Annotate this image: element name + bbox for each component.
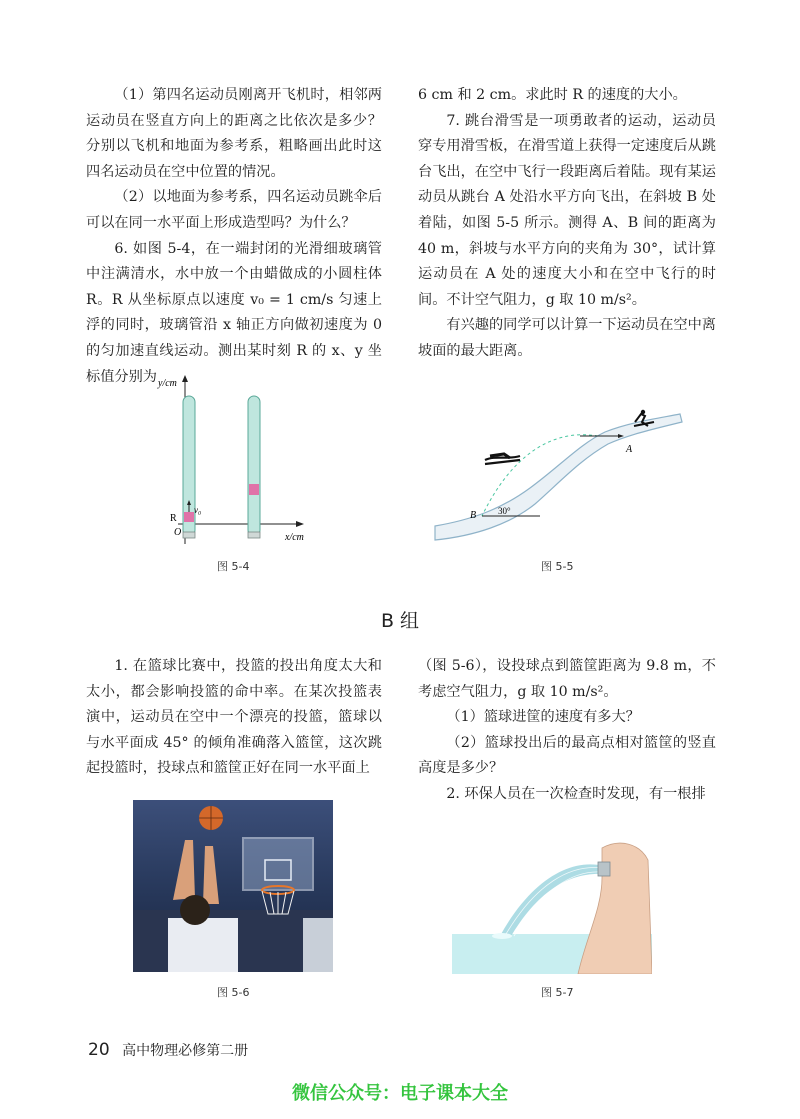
section-b-right-column	[418, 654, 716, 808]
splash	[492, 933, 512, 939]
crowd-right	[303, 918, 333, 972]
figure-5-6-caption: 图 5-6	[217, 986, 250, 999]
figure-5-4-caption: 图 5-4	[217, 560, 250, 573]
question-part-2: （2）以地面为参考系，四名运动员跳伞后可以在同一水平面上形成造型吗？为什么？	[86, 189, 382, 231]
b-question-2: （2）篮球投出后的最高点相对篮筐的竖直高度是多少？	[418, 734, 716, 777]
book-title: 高中物理必修第二册	[122, 1043, 249, 1059]
water-jet	[500, 864, 604, 938]
wax-cylinder-later	[249, 484, 259, 495]
riverbank	[578, 843, 652, 974]
figure-5-7	[452, 838, 652, 974]
right-text-column	[418, 83, 716, 365]
tube-left-cap	[183, 532, 195, 538]
b-question-1: （1）篮球进筐的速度有多大？	[446, 709, 640, 726]
figure-5-5	[430, 408, 690, 548]
skier-head	[641, 410, 645, 414]
point-a-label: A	[626, 444, 633, 455]
glass-tube-right	[248, 396, 260, 536]
v0-label: v₀	[194, 505, 202, 515]
wechat-banner: 微信公众号：电子课本大全	[292, 1083, 508, 1104]
b-problem-2: 2. 环保人员在一次检查时发现，有一根排	[446, 785, 706, 802]
discharge-pipe	[598, 862, 610, 876]
wax-cylinder-start	[184, 512, 194, 522]
problem-7-extension: 有兴趣的同学可以计算一下运动员在空中离坡面的最大距离。	[418, 317, 716, 359]
player-head	[180, 895, 210, 925]
y-axis-label: y/cm	[158, 378, 177, 389]
origin-label: O	[174, 527, 182, 538]
b-problem-1: 1. 在篮球比赛中，投篮的投出角度太大和太小，都会影响投篮的命中率。在某次投篮表演中，运动员在空中一个漂亮的投篮，篮球以与水平面成 45° 的倾角准确落入篮筐，这次跳起投篮时，投球点和篮筐正好在同一水平面上	[86, 658, 382, 777]
left-text-column	[86, 83, 382, 390]
figure-5-6-photo	[133, 800, 333, 972]
player-jersey	[168, 918, 238, 972]
problem-6: 6. 如图 5-4，在一端封闭的光滑细玻璃管中注满清水，水中放一个由蜡做成的小圆柱体 R。R 从坐标原点以速度 v₀ = 1 cm/s 匀速上浮的同时，玻璃管沿 x 轴正方向做初速度为 0 的匀加速直线运动。测出某时刻 R 的 x、y 坐标值分别为	[86, 240, 382, 385]
figure-5-4	[150, 372, 320, 552]
problem-6-continued: 6 cm 和 2 cm。求此时 R 的速度的大小。	[418, 87, 687, 103]
angle-label: 30°	[498, 506, 511, 516]
tube-right-cap	[248, 532, 260, 538]
question-part-1: （1）第四名运动员刚离开飞机时，相邻两运动员在竖直方向上的距离之比依次是多少？分别以飞机和地面为参考系，粗略画出此时这四名运动员在空中位置的情况。	[86, 87, 382, 180]
section-b-title: B 组	[380, 610, 420, 632]
page-number: 20	[88, 1040, 110, 1060]
backboard	[243, 838, 313, 890]
ski-slope	[435, 414, 682, 540]
x-axis-arrow	[296, 521, 304, 527]
x-axis-label: x/cm	[285, 532, 304, 543]
y-axis-arrow	[182, 375, 188, 382]
page-footer	[88, 1040, 248, 1060]
figure-5-7-caption: 图 5-7	[541, 986, 574, 999]
r-label: R	[170, 513, 177, 524]
point-b-label: B	[470, 510, 477, 521]
problem-7: 7. 跳台滑雪是一项勇敢者的运动，运动员穿专用滑雪板，在滑雪道上获得一定速度后从跳台飞出，在空中飞行一段距离后着陆。现有某运动员从跳台 A 处沿水平方向飞出，在斜坡 B 处着陆，如图 5-5 所示。测得 A、B 间的距离为 40 m，斜坡与水平方向的夹角为 30°，试计算运动员在 A 处的速度大小和在空中飞行的时间。不计空气阻力，g 取 10 m/s²。	[418, 112, 716, 308]
section-b-left-column	[86, 654, 382, 782]
b-problem-1-continued: （图 5-6），设投球点到篮筐距离为 9.8 m，不考虑空气阻力，g 取 10 m/s²。	[418, 658, 716, 700]
figure-5-5-caption: 图 5-5	[541, 560, 574, 573]
